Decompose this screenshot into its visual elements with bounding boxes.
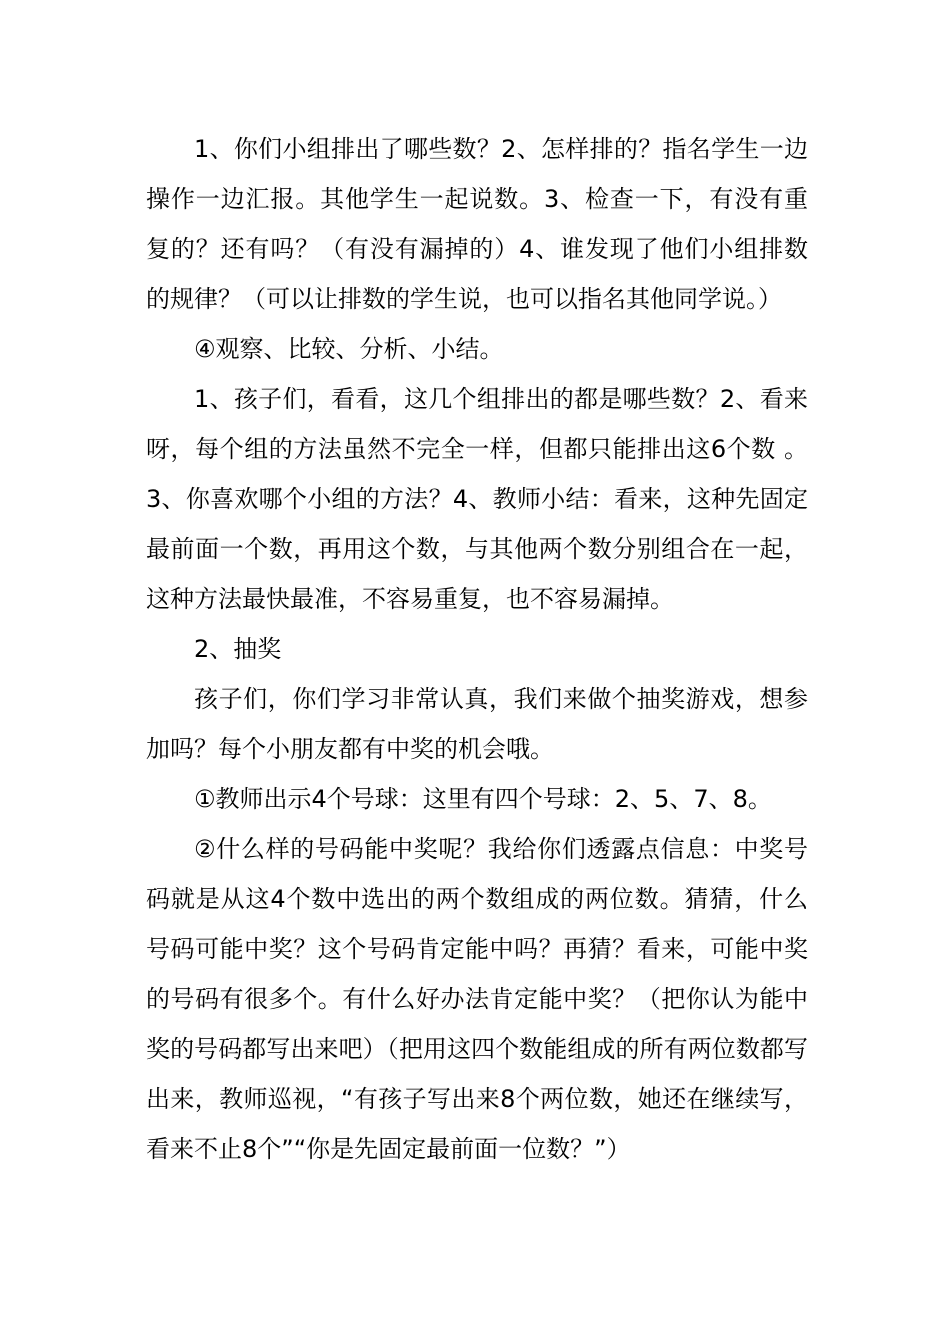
document-body [146,124,808,1174]
paragraph-3: 1、孩子们，看看，这几个组排出的都是哪些数？2、看来呀，每个组的方法虽然不完全一样，但都只能排出这6个数 。3、你喜欢哪个小组的方法？4、教师小结：看来，这种先固定最前面一个数，再用这个数，与其他两个数分别组合在一起，这种方法最快最准，不容易重复，也不容易漏掉。 [146,385,808,613]
paragraph-6: ①教师出示4个号球：这里有四个号球：2、5、7、8。 [194,785,772,813]
paragraph-7: ②什么样的号码能中奖呢？我给你们透露点信息：中奖号码就是从这4个数中选出的两个数组成的两位数。猜猜，什么号码可能中奖？这个号码肯定能中吗？再猜？看来，可能中奖的号码有很多个。有什么好办法肯定能中奖？（把你认为能中奖的号码都写出来吧）（把用这四个数能组成的所有两位数都写出来，教师巡视，“有孩子写出来8个两位数，她还在继续写，看来不止8个”“你是先固定最前面一位数？”） [146,835,808,1163]
section-heading: 2、抽奖 [194,635,282,663]
paragraph-1: 1、你们小组排出了哪些数？2、怎样排的？指名学生一边操作一边汇报。其他学生一起说数。3、检查一下，有没有重复的？还有吗？（有没有漏掉的）4、谁发现了他们小组排数的规律？（可以让排数的学生说，也可以指名其他同学说。） [146,135,808,313]
paragraph-5: 孩子们，你们学习非常认真，我们来做个抽奖游戏，想参加吗？每个小朋友都有中奖的机会哦。 [146,685,808,763]
paragraph-2: ④观察、比较、分析、小结。 [194,335,504,363]
